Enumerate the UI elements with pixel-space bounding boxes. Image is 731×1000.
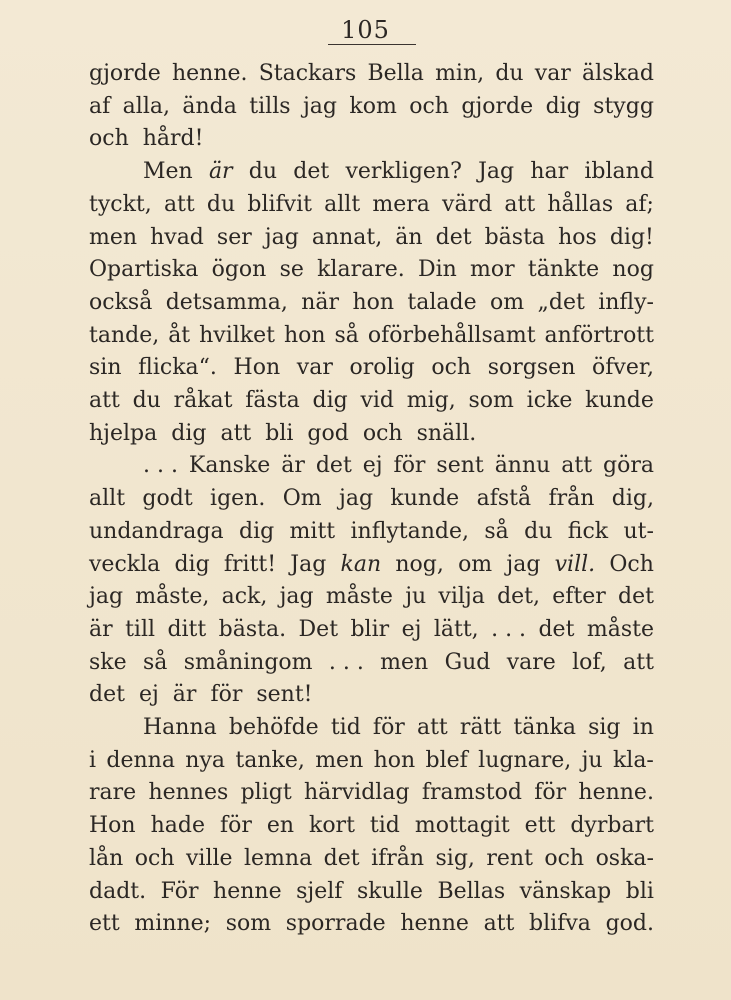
word: bli bbox=[625, 878, 654, 904]
word: sent bbox=[436, 453, 484, 479]
text-line bbox=[89, 876, 654, 909]
word: mor bbox=[470, 257, 515, 283]
word: För bbox=[160, 878, 199, 904]
word: jag bbox=[506, 551, 541, 577]
word: oska- bbox=[595, 845, 654, 871]
text-line bbox=[89, 156, 654, 189]
word: Om bbox=[282, 486, 322, 512]
word: jag bbox=[279, 584, 314, 610]
word: måste bbox=[325, 584, 393, 610]
word: det bbox=[293, 159, 330, 185]
word: dig bbox=[171, 420, 207, 446]
word: tid bbox=[330, 715, 361, 741]
word: blef bbox=[425, 747, 468, 773]
word: nya bbox=[185, 747, 226, 773]
word: ibland bbox=[584, 159, 654, 185]
word: tande, bbox=[89, 322, 160, 348]
word: af bbox=[89, 93, 111, 119]
word: dyrbart bbox=[570, 813, 654, 839]
word: ej bbox=[362, 453, 383, 479]
word: härvidlag bbox=[303, 780, 410, 806]
word: lof, bbox=[572, 649, 607, 675]
text-line bbox=[89, 123, 654, 156]
word: tanke, bbox=[235, 747, 305, 773]
word: bli bbox=[265, 420, 294, 446]
word: det bbox=[538, 616, 575, 642]
word: stygg bbox=[593, 93, 654, 119]
word: fritt! bbox=[223, 551, 277, 577]
word: nog bbox=[612, 257, 654, 283]
word: ej bbox=[401, 616, 422, 642]
word: sjelf bbox=[296, 878, 343, 904]
word: älskad bbox=[582, 61, 654, 86]
word: flicka“. bbox=[138, 355, 217, 381]
text-line bbox=[89, 189, 654, 222]
word: så bbox=[484, 518, 509, 544]
text-line bbox=[89, 745, 654, 778]
word: hade bbox=[150, 813, 205, 839]
text-line bbox=[89, 843, 654, 876]
word: jag bbox=[339, 486, 374, 512]
word: för bbox=[372, 715, 405, 741]
word: sporrade bbox=[285, 911, 386, 937]
word: öfver, bbox=[592, 355, 654, 381]
word: ett bbox=[524, 813, 556, 839]
word: hos bbox=[558, 224, 597, 250]
text-line bbox=[89, 614, 654, 647]
word: fästa bbox=[245, 388, 300, 414]
word: ett bbox=[89, 911, 120, 937]
word: att bbox=[89, 388, 120, 414]
text-line bbox=[89, 385, 654, 418]
text-line bbox=[89, 549, 654, 582]
word: vilja bbox=[438, 584, 485, 610]
word: Det bbox=[298, 616, 339, 642]
word: för bbox=[210, 682, 243, 708]
word: . . . bbox=[491, 616, 527, 642]
word: ut- bbox=[623, 518, 654, 544]
text-line bbox=[89, 581, 654, 614]
word: hjelpa bbox=[89, 420, 158, 446]
word: men bbox=[315, 747, 364, 773]
word: nog, bbox=[395, 551, 444, 577]
word: en bbox=[266, 813, 295, 839]
text-line bbox=[89, 810, 654, 843]
word: hvad bbox=[150, 224, 204, 250]
word: annat, bbox=[311, 224, 383, 250]
word: dig bbox=[238, 518, 275, 544]
word: god. bbox=[605, 911, 654, 937]
word: bästa bbox=[484, 224, 546, 250]
word: lugnare, bbox=[478, 747, 572, 773]
word: alla, bbox=[122, 93, 170, 119]
word: om bbox=[458, 551, 493, 577]
word: dig bbox=[174, 551, 210, 577]
word: och bbox=[431, 355, 472, 381]
word: ske bbox=[89, 649, 127, 675]
word: Din bbox=[417, 257, 457, 283]
word: det, bbox=[497, 584, 541, 610]
word: så bbox=[334, 322, 359, 348]
word: vare bbox=[506, 649, 556, 675]
text-line bbox=[89, 91, 654, 124]
word: det bbox=[323, 845, 360, 871]
word: tänka bbox=[513, 715, 576, 741]
word: för bbox=[534, 780, 567, 806]
word: denna bbox=[106, 747, 175, 773]
word: ej bbox=[138, 682, 159, 708]
word: kunde bbox=[585, 388, 654, 414]
text-line bbox=[89, 58, 654, 91]
page-number-rule bbox=[328, 44, 416, 45]
word: om bbox=[490, 289, 525, 315]
word: sig, bbox=[435, 845, 475, 871]
word: Stackars bbox=[258, 61, 357, 86]
word: när bbox=[301, 289, 340, 315]
word: ser bbox=[216, 224, 252, 250]
word: att bbox=[416, 715, 448, 741]
text-line bbox=[89, 777, 654, 810]
word: kla- bbox=[612, 747, 654, 773]
word: att bbox=[561, 453, 593, 479]
word: godt bbox=[142, 486, 193, 512]
body-text bbox=[89, 58, 654, 941]
word: dadt. bbox=[89, 878, 147, 904]
word: „det bbox=[537, 289, 585, 315]
word: klarare. bbox=[317, 257, 405, 283]
word: framstod bbox=[421, 780, 522, 806]
word: allt bbox=[89, 486, 126, 512]
word: hård! bbox=[142, 126, 204, 152]
word: blir bbox=[350, 616, 390, 642]
word: henne bbox=[400, 911, 469, 937]
word: för bbox=[393, 453, 426, 479]
word: Hanna bbox=[143, 715, 217, 741]
word: som bbox=[468, 388, 514, 414]
word: ju bbox=[581, 747, 603, 773]
word: tid bbox=[369, 813, 400, 839]
word: dig bbox=[312, 388, 348, 414]
word: rent bbox=[486, 845, 533, 871]
word: vänskap bbox=[519, 878, 612, 904]
word: vill. bbox=[554, 551, 596, 577]
word: dig, bbox=[611, 486, 654, 512]
word: värd bbox=[442, 191, 493, 217]
word: Bella bbox=[367, 61, 424, 86]
word: kort bbox=[308, 813, 355, 839]
word: dig! bbox=[609, 224, 654, 250]
word: snäll. bbox=[416, 420, 477, 446]
word: minne; bbox=[134, 911, 212, 937]
word: min, bbox=[435, 61, 485, 86]
word: mig, bbox=[406, 388, 456, 414]
word: afstå bbox=[476, 486, 532, 512]
text-line bbox=[89, 483, 654, 516]
word: oförbehållsamt bbox=[367, 322, 536, 348]
word: är bbox=[172, 682, 197, 708]
word: hon bbox=[283, 322, 326, 348]
word: gjorde bbox=[461, 93, 534, 119]
word: också bbox=[89, 289, 153, 315]
word: pligt bbox=[240, 780, 292, 806]
text-line bbox=[89, 712, 654, 745]
word: blifvit bbox=[247, 191, 312, 217]
word: hennes bbox=[148, 780, 229, 806]
word: inflytande, bbox=[350, 518, 470, 544]
text-line bbox=[89, 418, 654, 451]
word: har bbox=[530, 159, 569, 185]
word: att bbox=[483, 911, 515, 937]
word: som bbox=[225, 911, 272, 937]
text-line bbox=[89, 647, 654, 680]
word: småningom bbox=[183, 649, 313, 675]
word: detsamma, bbox=[165, 289, 288, 315]
word: ögon bbox=[211, 257, 267, 283]
word: dig bbox=[545, 93, 581, 119]
word: är bbox=[208, 159, 233, 185]
word: det bbox=[618, 584, 654, 610]
word: ju bbox=[405, 584, 427, 610]
word: i bbox=[89, 747, 97, 773]
word: måste bbox=[586, 616, 654, 642]
word: Men bbox=[143, 159, 193, 185]
word: råkat bbox=[173, 388, 233, 414]
word: mottagit bbox=[414, 813, 510, 839]
word: det bbox=[435, 224, 472, 250]
word: Och bbox=[609, 551, 654, 577]
word: och bbox=[362, 420, 403, 446]
word: du bbox=[524, 518, 553, 544]
word: hvilket bbox=[199, 322, 275, 348]
text-line bbox=[89, 287, 654, 320]
word: se bbox=[279, 257, 304, 283]
word: mitt bbox=[289, 518, 336, 544]
word: ville bbox=[185, 845, 233, 871]
word: rare bbox=[89, 780, 137, 806]
word: kom bbox=[349, 93, 397, 119]
word: Hon bbox=[233, 355, 281, 381]
word: att bbox=[504, 191, 536, 217]
word: . . . bbox=[143, 453, 178, 479]
word: du bbox=[206, 191, 236, 217]
word: infly- bbox=[598, 289, 654, 315]
word: måste, bbox=[135, 584, 210, 610]
word: jag bbox=[264, 224, 299, 250]
word: sorgsen bbox=[487, 355, 576, 381]
word: Bellas bbox=[437, 878, 506, 904]
word: blifva bbox=[529, 911, 591, 937]
word: henne bbox=[213, 878, 282, 904]
word: af; bbox=[625, 191, 654, 217]
word: rätt bbox=[459, 715, 502, 741]
word: anförtrott bbox=[544, 322, 654, 348]
word: Gud bbox=[444, 649, 491, 675]
word: sent! bbox=[256, 682, 313, 708]
word: god bbox=[307, 420, 349, 446]
word: efter bbox=[552, 584, 606, 610]
word: jag bbox=[89, 584, 124, 610]
word: orolig bbox=[349, 355, 415, 381]
text-line bbox=[89, 254, 654, 287]
word: Jag bbox=[478, 159, 515, 185]
word: ack, bbox=[221, 584, 268, 610]
word: ända bbox=[182, 93, 237, 119]
word: henne. bbox=[578, 780, 654, 806]
word: men bbox=[380, 649, 429, 675]
word: att bbox=[623, 649, 654, 675]
word: behöfde bbox=[228, 715, 319, 741]
word: icke bbox=[526, 388, 573, 414]
word: allt bbox=[324, 191, 361, 217]
word: henne. bbox=[171, 61, 248, 86]
text-line bbox=[89, 352, 654, 385]
word: kan bbox=[340, 551, 382, 577]
word: var bbox=[296, 355, 333, 381]
word: lemna bbox=[244, 845, 313, 871]
word: du bbox=[248, 159, 278, 185]
word: igen. bbox=[210, 486, 266, 512]
word: hon bbox=[373, 747, 416, 773]
word: lån bbox=[89, 845, 124, 871]
word: . . . bbox=[328, 649, 364, 675]
word: Jag bbox=[290, 551, 327, 577]
word: fick bbox=[567, 518, 609, 544]
word: Opartiska bbox=[89, 257, 199, 283]
word: bästa. bbox=[218, 616, 287, 642]
word: du bbox=[495, 61, 524, 86]
word: tills bbox=[249, 93, 291, 119]
word: att bbox=[220, 420, 252, 446]
word: vid bbox=[360, 388, 395, 414]
word: för bbox=[219, 813, 252, 839]
word: men bbox=[89, 224, 138, 250]
word: till bbox=[125, 616, 156, 642]
text-line bbox=[89, 516, 654, 549]
word: gjorde bbox=[89, 61, 161, 86]
word: göra bbox=[603, 453, 654, 479]
word: än bbox=[395, 224, 423, 250]
word: och bbox=[544, 845, 585, 871]
text-line bbox=[89, 450, 654, 483]
word: att bbox=[163, 191, 195, 217]
word: tyckt, bbox=[89, 191, 152, 217]
text-line bbox=[89, 222, 654, 255]
word: ännu bbox=[494, 453, 551, 479]
word: sin bbox=[89, 355, 122, 381]
word: hon bbox=[352, 289, 395, 315]
word: lätt, bbox=[433, 616, 479, 642]
word: hållas bbox=[547, 191, 614, 217]
word: och bbox=[134, 845, 175, 871]
word: är bbox=[89, 616, 113, 642]
word: Hon bbox=[89, 813, 136, 839]
text-line bbox=[89, 908, 654, 941]
word: var bbox=[534, 61, 571, 86]
word: talade bbox=[407, 289, 477, 315]
text-line bbox=[89, 320, 654, 353]
word: veckla bbox=[89, 551, 161, 577]
word: undandraga bbox=[89, 518, 224, 544]
word: jag bbox=[302, 93, 337, 119]
word: det bbox=[315, 453, 352, 479]
page-number: 105 bbox=[341, 16, 390, 44]
word: och bbox=[409, 93, 449, 119]
word: du bbox=[132, 388, 161, 414]
word: sig bbox=[588, 715, 621, 741]
word: verkligen? bbox=[345, 159, 462, 185]
text-line bbox=[89, 679, 654, 712]
word: ditt bbox=[167, 616, 207, 642]
word: så bbox=[142, 649, 168, 675]
word: mera bbox=[372, 191, 430, 217]
word: åt bbox=[168, 322, 191, 348]
word: är bbox=[281, 453, 305, 479]
word: tänkte bbox=[527, 257, 600, 283]
word: in bbox=[632, 715, 654, 741]
word: skulle bbox=[357, 878, 423, 904]
word: Kanske bbox=[188, 453, 271, 479]
word: och bbox=[89, 126, 129, 152]
word: ifrån bbox=[371, 845, 425, 871]
word: från bbox=[548, 486, 595, 512]
word: det bbox=[89, 682, 125, 708]
word: kunde bbox=[390, 486, 460, 512]
